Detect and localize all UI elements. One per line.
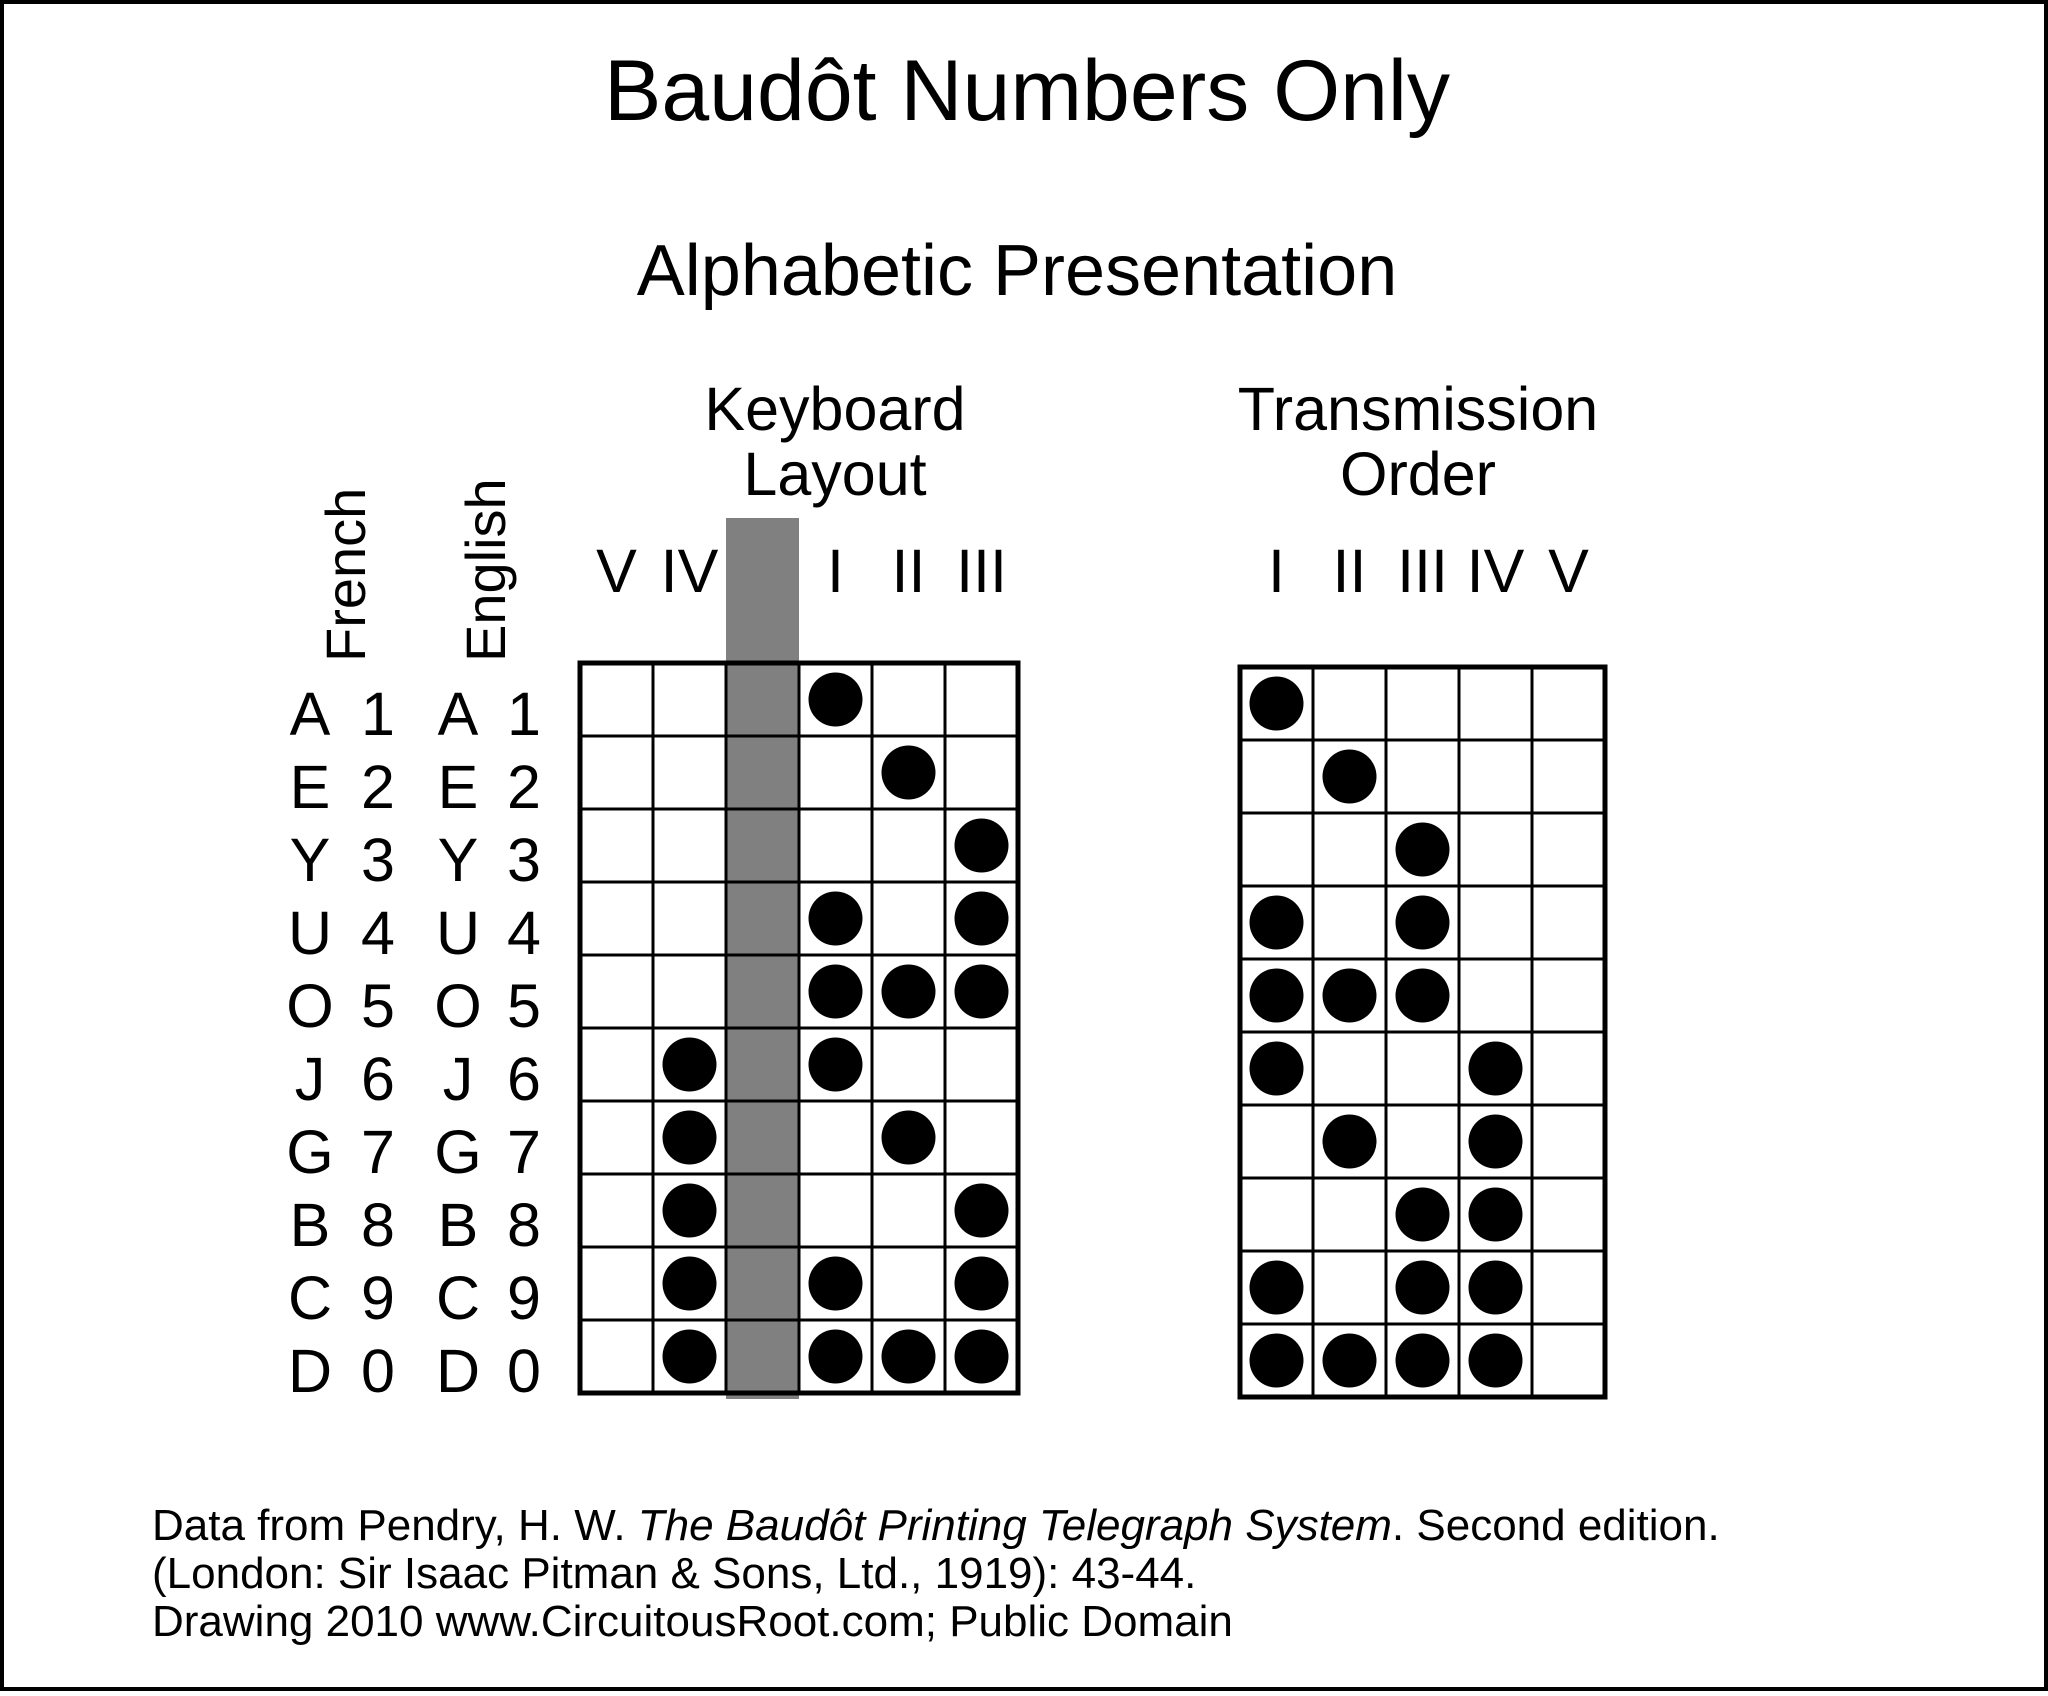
transmission-heading-line1: Transmission — [1237, 375, 1599, 443]
french-letter-row-4: U — [287, 899, 333, 967]
keyboard-col-label-2: IV — [660, 537, 719, 605]
footer-book-title: The Baudôt Printing Telegraph System — [637, 1501, 1392, 1550]
english-letter-row-1: A — [437, 680, 479, 748]
french-digit-row-4: 4 — [361, 899, 395, 967]
transmission-hole-r6-c4 — [1469, 1042, 1523, 1096]
english-digit-row-5: 5 — [507, 972, 541, 1040]
english-digit-row-7: 7 — [507, 1118, 541, 1186]
diagram-subtitle: Alphabetic Presentation — [636, 231, 1398, 311]
keyboard-hole-r9-c4 — [809, 1257, 863, 1311]
footer-line-3: Drawing 2010 www.CircuitousRoot.com; Public Domain — [152, 1597, 1233, 1646]
french-digit-row-6: 6 — [361, 1045, 395, 1113]
english-digit-row-1: 1 — [507, 680, 541, 748]
french-digit-row-9: 9 — [361, 1264, 395, 1332]
keyboard-heading-line1: Keyboard — [704, 375, 966, 443]
english-column-label: English — [454, 478, 517, 662]
transmission-hole-r4-c3 — [1396, 896, 1450, 950]
transmission-hole-r8-c4 — [1469, 1188, 1523, 1242]
keyboard-hole-r6-c4 — [809, 1038, 863, 1092]
keyboard-hole-r10-c2 — [663, 1330, 717, 1384]
keyboard-heading-line2: Layout — [743, 440, 927, 508]
keyboard-hole-r4-c6 — [955, 892, 1009, 946]
transmission-hole-r9-c4 — [1469, 1261, 1523, 1315]
french-digit-row-7: 7 — [361, 1118, 395, 1186]
english-letter-row-2: E — [437, 753, 479, 821]
transmission-hole-r8-c3 — [1396, 1188, 1450, 1242]
footer-citation-suffix: . Second edition. — [1391, 1501, 1720, 1550]
transmission-hole-r2-c2 — [1323, 750, 1377, 804]
keyboard-hole-r9-c6 — [955, 1257, 1009, 1311]
english-letter-row-5: O — [434, 972, 482, 1040]
transmission-hole-r7-c2 — [1323, 1115, 1377, 1169]
french-digit-row-5: 5 — [361, 972, 395, 1040]
keyboard-hole-r6-c2 — [663, 1038, 717, 1092]
keyboard-hole-r5-c4 — [809, 965, 863, 1019]
transmission-hole-r1-c1 — [1250, 677, 1304, 731]
french-letter-row-9: C — [287, 1264, 333, 1332]
transmission-hole-r10-c1 — [1250, 1334, 1304, 1388]
french-digit-row-8: 8 — [361, 1191, 395, 1259]
french-column-label: French — [314, 487, 377, 662]
transmission-hole-r5-c3 — [1396, 969, 1450, 1023]
french-digit-row-3: 3 — [361, 826, 395, 894]
transmission-hole-r5-c1 — [1250, 969, 1304, 1023]
keyboard-hole-r10-c4 — [809, 1330, 863, 1384]
keyboard-col-label-5: II — [891, 537, 926, 605]
english-digit-row-4: 4 — [507, 899, 541, 967]
french-letter-row-5: O — [286, 972, 334, 1040]
keyboard-hole-r5-c6 — [955, 965, 1009, 1019]
transmission-col-label-1: I — [1268, 537, 1285, 605]
transmission-hole-r3-c3 — [1396, 823, 1450, 877]
transmission-col-label-5: V — [1548, 537, 1589, 605]
english-digit-row-3: 3 — [507, 826, 541, 894]
keyboard-col-label-4: I — [827, 537, 844, 605]
english-letter-row-9: C — [435, 1264, 481, 1332]
footer-line-2: (London: Sir Isaac Pitman & Sons, Ltd., 1919): 43-44. — [152, 1549, 1197, 1598]
keyboard-hole-r3-c6 — [955, 819, 1009, 873]
transmission-hole-r6-c1 — [1250, 1042, 1304, 1096]
keyboard-col-label-6: III — [956, 537, 1007, 605]
french-letter-row-7: G — [286, 1118, 334, 1186]
english-letter-row-3: Y — [437, 826, 479, 894]
french-digit-row-1: 1 — [361, 680, 395, 748]
transmission-hole-r7-c4 — [1469, 1115, 1523, 1169]
transmission-hole-r5-c2 — [1323, 969, 1377, 1023]
transmission-hole-r10-c2 — [1323, 1334, 1377, 1388]
transmission-hole-r4-c1 — [1250, 896, 1304, 950]
transmission-col-label-4: IV — [1466, 537, 1525, 605]
keyboard-hole-r10-c5 — [882, 1330, 936, 1384]
french-letter-row-8: B — [289, 1191, 331, 1259]
french-letter-row-10: D — [287, 1337, 333, 1405]
transmission-col-label-3: III — [1397, 537, 1448, 605]
keyboard-hole-r7-c2 — [663, 1111, 717, 1165]
transmission-col-label-2: II — [1332, 537, 1367, 605]
keyboard-hole-r4-c4 — [809, 892, 863, 946]
english-digit-row-8: 8 — [507, 1191, 541, 1259]
english-letter-row-6: J — [442, 1045, 474, 1113]
diagram-title: Baudôt Numbers Only — [603, 43, 1451, 139]
transmission-hole-r10-c4 — [1469, 1334, 1523, 1388]
keyboard-hole-r8-c2 — [663, 1184, 717, 1238]
keyboard-hole-r7-c5 — [882, 1111, 936, 1165]
keyboard-hole-r1-c4 — [809, 673, 863, 727]
keyboard-shaded-column — [726, 518, 799, 1399]
french-letter-row-1: A — [289, 680, 331, 748]
french-letter-row-2: E — [289, 753, 331, 821]
english-letter-row-10: D — [435, 1337, 481, 1405]
keyboard-hole-r2-c5 — [882, 746, 936, 800]
french-letter-row-3: Y — [289, 826, 331, 894]
transmission-heading-line2: Order — [1340, 440, 1496, 508]
transmission-hole-r10-c3 — [1396, 1334, 1450, 1388]
french-digit-row-10: 0 — [361, 1337, 395, 1405]
french-digit-row-2: 2 — [361, 753, 395, 821]
english-digit-row-6: 6 — [507, 1045, 541, 1113]
english-letter-row-7: G — [434, 1118, 482, 1186]
keyboard-col-label-1: V — [596, 537, 637, 605]
keyboard-hole-r10-c6 — [955, 1330, 1009, 1384]
transmission-hole-r9-c3 — [1396, 1261, 1450, 1315]
english-digit-row-2: 2 — [507, 753, 541, 821]
keyboard-hole-r9-c2 — [663, 1257, 717, 1311]
keyboard-hole-r8-c6 — [955, 1184, 1009, 1238]
english-letter-row-8: B — [437, 1191, 479, 1259]
transmission-hole-r9-c1 — [1250, 1261, 1304, 1315]
french-letter-row-6: J — [294, 1045, 326, 1113]
keyboard-hole-r5-c5 — [882, 965, 936, 1019]
english-digit-row-9: 9 — [507, 1264, 541, 1332]
footer-citation-prefix: Data from Pendry, H. W. — [152, 1501, 638, 1550]
footer-line-1 — [152, 1501, 1720, 1550]
english-letter-row-4: U — [435, 899, 481, 967]
english-digit-row-10: 0 — [507, 1337, 541, 1405]
